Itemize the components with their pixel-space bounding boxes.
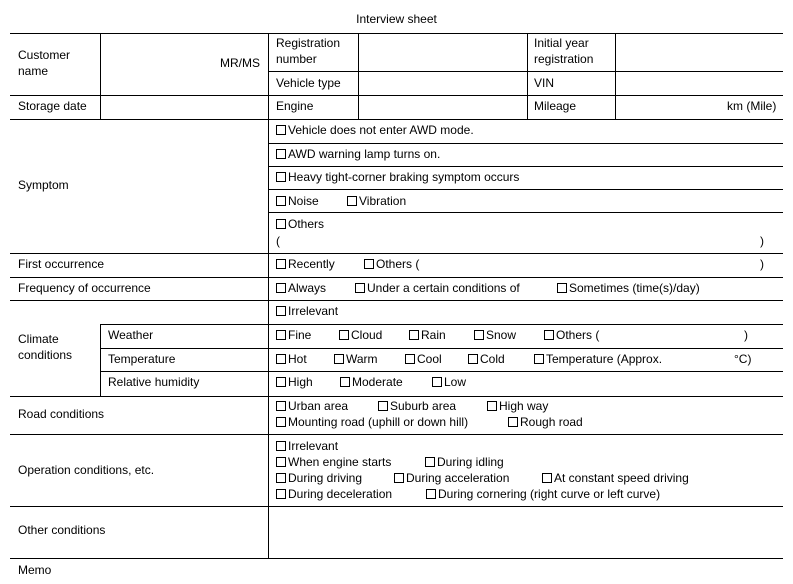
checkbox-icon[interactable] xyxy=(276,219,286,229)
label-mr-ms: MR/MS xyxy=(220,56,260,70)
option-road-highway[interactable]: High way xyxy=(487,398,548,414)
label-operation: Operation conditions, etc. xyxy=(18,463,155,477)
option-op-engine-starts[interactable]: When engine starts xyxy=(276,454,391,470)
rule xyxy=(100,371,783,372)
option-temp-warm[interactable]: Warm xyxy=(334,351,378,367)
label-mileage-unit: km (Mile) xyxy=(727,99,777,113)
option-certain-conditions[interactable]: Under a certain conditions of xyxy=(355,280,520,296)
checkbox-icon[interactable] xyxy=(276,489,286,499)
label-storage-date: Storage date xyxy=(18,99,87,113)
rule xyxy=(10,253,783,254)
checkbox-icon[interactable] xyxy=(426,489,436,499)
checkbox-icon[interactable] xyxy=(276,473,286,483)
symptom-close-paren: ) xyxy=(760,234,764,248)
label-temperature: Temperature xyxy=(108,352,176,366)
label-engine: Engine xyxy=(276,99,314,113)
rule xyxy=(10,506,783,507)
checkbox-icon[interactable] xyxy=(276,259,286,269)
label-weather: Weather xyxy=(108,328,154,342)
option-humidity-high[interactable]: High xyxy=(276,374,313,390)
checkbox-icon[interactable] xyxy=(276,125,286,135)
option-op-constant-speed[interactable]: At constant speed driving xyxy=(542,470,689,486)
rule xyxy=(10,119,783,120)
checkbox-icon[interactable] xyxy=(542,473,552,483)
checkbox-icon[interactable] xyxy=(276,283,286,293)
checkbox-icon[interactable] xyxy=(276,401,286,411)
rule xyxy=(10,396,783,397)
checkbox-icon[interactable] xyxy=(334,354,344,364)
checkbox-icon[interactable] xyxy=(487,401,497,411)
checkbox-icon[interactable] xyxy=(276,354,286,364)
rule xyxy=(100,33,101,119)
option-sometimes[interactable]: Sometimes (time(s)/day) xyxy=(557,280,700,296)
label-humidity: Relative humidity xyxy=(108,375,200,389)
checkbox-icon[interactable] xyxy=(276,441,286,451)
label-first-occurrence: First occurrence xyxy=(18,257,105,271)
label-other-conditions: Other conditions xyxy=(18,523,106,537)
option-weather-snow[interactable]: Snow xyxy=(474,327,516,343)
option-weather-fine[interactable]: Fine xyxy=(276,327,311,343)
checkbox-icon[interactable] xyxy=(339,330,349,340)
checkbox-icon[interactable] xyxy=(425,457,435,467)
checkbox-icon[interactable] xyxy=(276,330,286,340)
checkbox-icon[interactable] xyxy=(276,149,286,159)
option-recently[interactable]: Recently xyxy=(276,256,335,272)
option-op-irrelevant[interactable]: Irrelevant xyxy=(276,438,338,454)
rule xyxy=(268,166,783,167)
option-first-others[interactable]: Others ( xyxy=(364,256,419,272)
checkbox-icon[interactable] xyxy=(276,457,286,467)
rule xyxy=(358,33,359,119)
checkbox-icon[interactable] xyxy=(276,377,286,387)
checkbox-icon[interactable] xyxy=(276,196,286,206)
option-temp-cold[interactable]: Cold xyxy=(468,351,505,367)
checkbox-icon[interactable] xyxy=(474,330,484,340)
checkbox-icon[interactable] xyxy=(508,417,518,427)
checkbox-icon[interactable] xyxy=(378,401,388,411)
rule xyxy=(10,434,783,435)
rule xyxy=(100,324,101,396)
rule xyxy=(268,33,269,558)
weather-close-paren: ) xyxy=(744,328,748,342)
label-vin: VIN xyxy=(534,76,555,90)
option-op-deceleration[interactable]: During deceleration xyxy=(276,486,392,502)
checkbox-icon[interactable] xyxy=(276,417,286,427)
rule xyxy=(615,33,616,119)
checkbox-icon[interactable] xyxy=(405,354,415,364)
checkbox-icon[interactable] xyxy=(355,283,365,293)
option-symptom-others[interactable]: Others xyxy=(276,216,324,232)
label-mileage: Mileage xyxy=(534,99,577,113)
rule xyxy=(10,33,783,34)
option-vibration[interactable]: Vibration xyxy=(347,193,406,209)
label-symptom: Symptom xyxy=(18,178,69,192)
option-awd-mode[interactable]: Vehicle does not enter AWD mode. xyxy=(276,122,474,138)
rule xyxy=(10,95,783,96)
rule xyxy=(10,558,783,559)
label-customer-name: Customer name xyxy=(18,48,71,78)
option-noise[interactable]: Noise xyxy=(276,193,319,209)
option-road-rough[interactable]: Rough road xyxy=(508,414,583,430)
rule xyxy=(527,33,528,119)
option-op-cornering[interactable]: During cornering (right curve or left curve) xyxy=(426,486,660,502)
checkbox-icon[interactable] xyxy=(394,473,404,483)
checkbox-icon[interactable] xyxy=(340,377,350,387)
option-weather-cloud[interactable]: Cloud xyxy=(339,327,382,343)
option-always[interactable]: Always xyxy=(276,280,326,296)
option-road-suburb[interactable]: Suburb area xyxy=(378,398,456,414)
option-braking[interactable]: Heavy tight-corner braking symptom occurs xyxy=(276,169,519,185)
checkbox-icon[interactable] xyxy=(534,354,544,364)
label-road: Road conditions xyxy=(18,407,105,421)
option-road-mounting[interactable]: Mounting road (uphill or down hill) xyxy=(276,414,468,430)
label-climate: Climate conditions xyxy=(18,332,73,362)
option-temp-cool[interactable]: Cool xyxy=(405,351,442,367)
option-op-acceleration[interactable]: During acceleration xyxy=(394,470,509,486)
checkbox-icon[interactable] xyxy=(347,196,357,206)
option-humidity-moderate[interactable]: Moderate xyxy=(340,374,403,390)
label-frequency: Frequency of occurrence xyxy=(18,281,151,295)
label-vehicle-type: Vehicle type xyxy=(276,76,341,90)
label-initial-year-registration: Initial year registration xyxy=(534,36,594,66)
option-temp-hot[interactable]: Hot xyxy=(276,351,307,367)
checkbox-icon[interactable] xyxy=(557,283,567,293)
option-temp-approx[interactable]: Temperature (Approx. xyxy=(534,351,662,367)
option-climate-irrelevant[interactable]: Irrelevant xyxy=(276,303,338,319)
temperature-unit: °C) xyxy=(734,352,752,366)
option-op-driving[interactable]: During driving xyxy=(276,470,362,486)
checkbox-icon[interactable] xyxy=(364,259,374,269)
sheet-title: Interview sheet xyxy=(356,12,437,26)
first-close-paren: ) xyxy=(760,257,764,271)
label-memo: Memo xyxy=(18,563,52,577)
symptom-open-paren: ( xyxy=(276,234,280,248)
checkbox-icon[interactable] xyxy=(432,377,442,387)
option-weather-rain[interactable]: Rain xyxy=(409,327,446,343)
checkbox-icon[interactable] xyxy=(276,306,286,316)
rule xyxy=(10,277,783,278)
label-registration-number: Registration number xyxy=(276,36,341,66)
rule xyxy=(268,143,783,144)
option-warning-lamp[interactable]: AWD warning lamp turns on. xyxy=(276,146,440,162)
rule xyxy=(10,300,783,301)
option-op-idling[interactable]: During idling xyxy=(425,454,504,470)
option-humidity-low[interactable]: Low xyxy=(432,374,466,390)
checkbox-icon[interactable] xyxy=(468,354,478,364)
rule xyxy=(268,212,783,213)
checkbox-icon[interactable] xyxy=(276,172,286,182)
option-weather-others[interactable]: Others ( xyxy=(544,327,599,343)
checkbox-icon[interactable] xyxy=(409,330,419,340)
option-road-urban[interactable]: Urban area xyxy=(276,398,348,414)
checkbox-icon[interactable] xyxy=(544,330,554,340)
rule xyxy=(100,348,783,349)
rule xyxy=(100,324,783,325)
rule xyxy=(268,189,783,190)
rule xyxy=(268,71,783,72)
